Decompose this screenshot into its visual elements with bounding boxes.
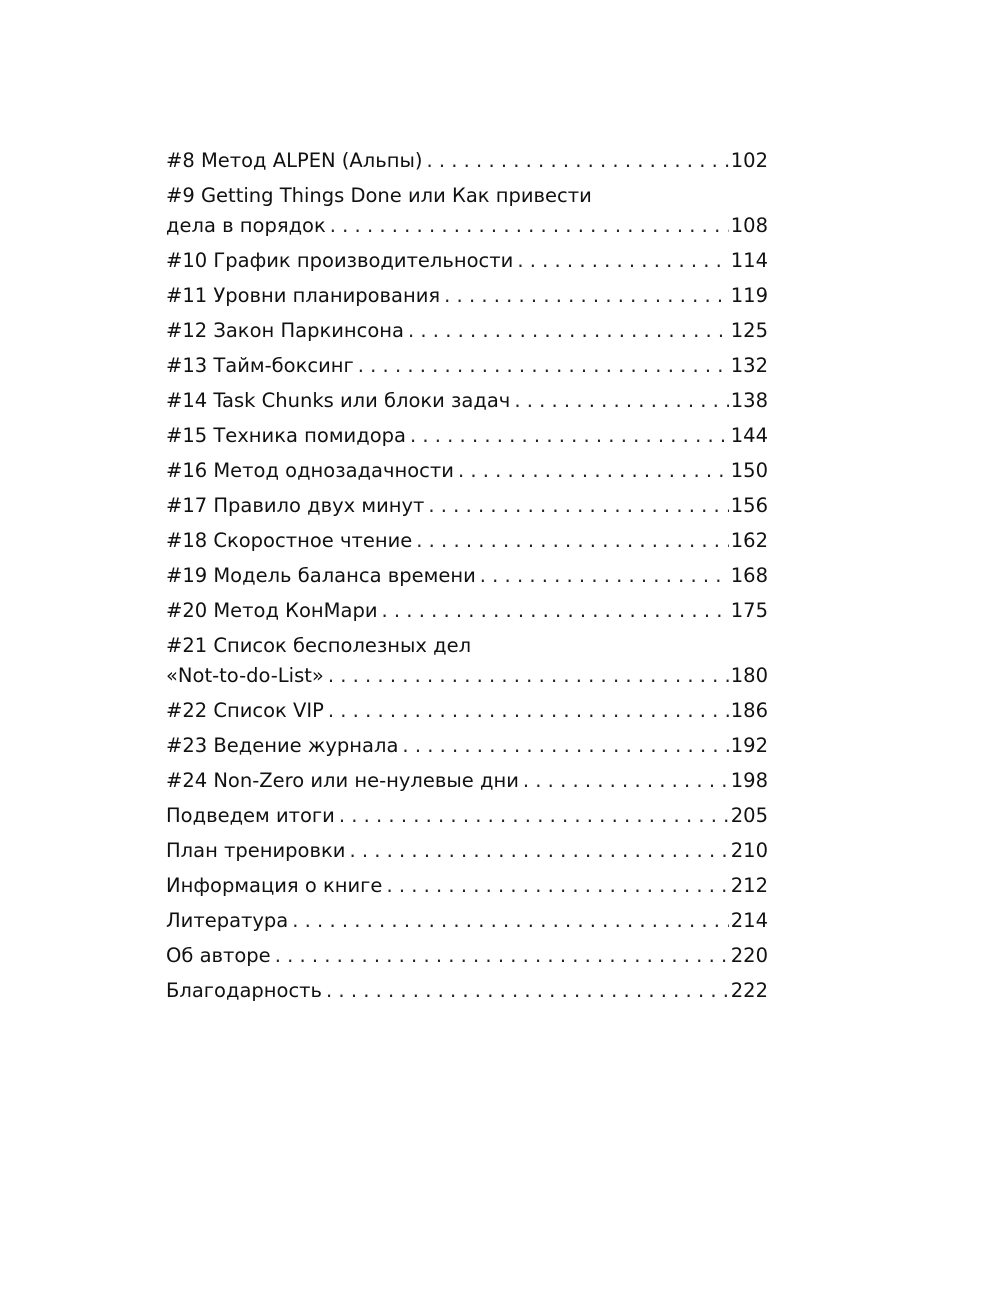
toc-entry[interactable] — [166, 833, 768, 868]
toc-entry-title-line: #9 Getting Things Done или Как привести — [166, 184, 592, 207]
dot-leader — [275, 938, 729, 973]
toc-entry-page: 162 — [730, 529, 768, 552]
toc-entry-page: 175 — [730, 599, 768, 622]
toc-entry-page: 192 — [730, 734, 768, 757]
toc-entry-page: 220 — [730, 944, 768, 967]
dot-leader — [428, 488, 728, 523]
dot-leader — [517, 243, 728, 278]
toc-entry-title: #15 Техника помидора — [166, 424, 406, 447]
toc-entry-page: 114 — [730, 249, 768, 272]
toc-entry-title: Благодарность — [166, 979, 323, 1002]
toc-entry-page: 198 — [730, 769, 768, 792]
toc-entry[interactable] — [166, 868, 768, 903]
toc-entry[interactable] — [166, 418, 768, 453]
toc-entry[interactable] — [166, 628, 768, 693]
toc-entry[interactable] — [166, 798, 768, 833]
toc-entry[interactable] — [166, 278, 768, 313]
table-of-contents — [166, 143, 768, 1008]
toc-entry-title: Литература — [166, 909, 289, 932]
toc-entry-page: 168 — [730, 564, 768, 587]
toc-entry-title: #13 Тайм-боксинг — [166, 354, 354, 377]
toc-entry[interactable] — [166, 938, 768, 973]
toc-entry-page: 205 — [730, 804, 768, 827]
toc-entry[interactable] — [166, 313, 768, 348]
toc-entry-title: #8 Метод ALPEN (Альпы) — [166, 149, 423, 172]
toc-entry-title: Информация о книге — [166, 874, 383, 897]
toc-entry-page: 210 — [730, 839, 768, 862]
toc-entry-page: 119 — [730, 284, 768, 307]
toc-entry-title: #23 Ведение журнала — [166, 734, 399, 757]
toc-entry-title: План тренировки — [166, 839, 346, 862]
toc-entry-title: #17 Правило двух минут — [166, 494, 425, 517]
dot-leader — [416, 523, 729, 558]
toc-entry-title: #20 Метод КонМари — [166, 599, 378, 622]
toc-entry-title: #18 Скоростное чтение — [166, 529, 413, 552]
toc-entry-title: Об авторе — [166, 944, 271, 967]
toc-entry-page: 144 — [730, 424, 768, 447]
toc-entry[interactable] — [166, 178, 768, 243]
toc-entry[interactable] — [166, 488, 768, 523]
dot-leader — [326, 973, 729, 1008]
dot-leader — [408, 313, 729, 348]
toc-entry[interactable] — [166, 903, 768, 938]
toc-entry-title: #16 Метод однозадачности — [166, 459, 454, 482]
toc-entry-page: 108 — [730, 214, 768, 237]
dot-leader — [402, 728, 728, 763]
toc-entry-title: Подведем итоги — [166, 804, 335, 827]
toc-entry-page: 186 — [730, 699, 768, 722]
dot-leader — [349, 833, 728, 868]
dot-leader — [328, 658, 729, 693]
toc-entry-page: 212 — [730, 874, 768, 897]
toc-entry[interactable] — [166, 523, 768, 558]
toc-entry-page: 156 — [730, 494, 768, 517]
toc-entry[interactable] — [166, 348, 768, 383]
toc-entry[interactable] — [166, 763, 768, 798]
toc-entry[interactable] — [166, 383, 768, 418]
dot-leader — [339, 798, 729, 833]
dot-leader — [480, 558, 729, 593]
toc-entry[interactable] — [166, 558, 768, 593]
toc-entry-title: #22 Список VIP — [166, 699, 324, 722]
toc-entry[interactable] — [166, 728, 768, 763]
toc-entry[interactable] — [166, 593, 768, 628]
dot-leader — [382, 593, 729, 628]
toc-entry-page: 180 — [730, 664, 768, 687]
dot-leader — [514, 383, 728, 418]
toc-entry-page: 102 — [730, 149, 768, 172]
toc-entry-title-line: дела в порядок — [166, 214, 326, 237]
toc-entry-page: 222 — [730, 979, 768, 1002]
toc-entry-title: #11 Уровни планирования — [166, 284, 441, 307]
toc-entry-page: 125 — [730, 319, 768, 342]
toc-entry[interactable] — [166, 143, 768, 178]
toc-entry-page: 138 — [730, 389, 768, 412]
dot-leader — [444, 278, 729, 313]
toc-entry-title: #12 Закон Паркинсона — [166, 319, 404, 342]
toc-entry[interactable] — [166, 693, 768, 728]
toc-entry-title: #10 График производительности — [166, 249, 514, 272]
toc-entry[interactable] — [166, 973, 768, 1008]
dot-leader — [410, 418, 729, 453]
dot-leader — [358, 348, 729, 383]
toc-entry[interactable] — [166, 243, 768, 278]
toc-entry-title: #14 Task Chunks или блоки задач — [166, 389, 511, 412]
toc-entry-page: 150 — [730, 459, 768, 482]
dot-leader — [328, 693, 729, 728]
toc-entry-page: 132 — [730, 354, 768, 377]
toc-entry-title: #24 Non-Zero или не-нулевые дни — [166, 769, 519, 792]
dot-leader — [426, 143, 728, 178]
toc-entry-page: 214 — [730, 909, 768, 932]
dot-leader — [330, 208, 729, 243]
dot-leader — [292, 903, 729, 938]
toc-entry-title-line: «Not-to-do-List» — [166, 664, 324, 687]
toc-entry-title: #19 Модель баланса времени — [166, 564, 476, 587]
dot-leader — [386, 868, 728, 903]
toc-entry-title-line: #21 Список бесполезных дел — [166, 634, 472, 657]
dot-leader — [523, 763, 729, 798]
dot-leader — [458, 453, 729, 488]
toc-entry[interactable] — [166, 453, 768, 488]
